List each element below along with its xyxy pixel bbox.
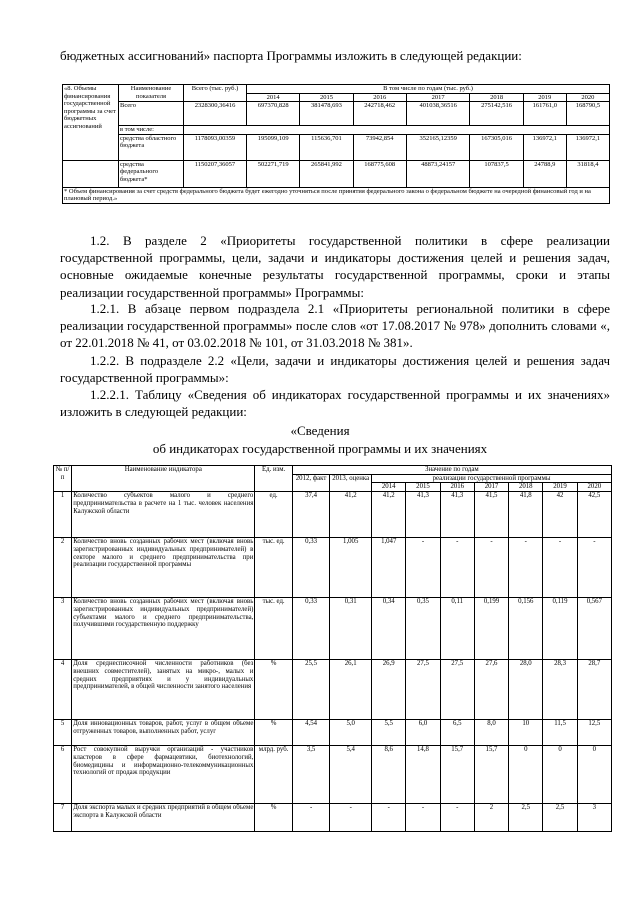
ind-cell: 0 <box>543 746 577 804</box>
finance-year-header: 2014 <box>247 93 300 102</box>
finance-cell: 115636,701 <box>300 134 353 160</box>
ind-cell: - <box>509 538 543 598</box>
ind-cell: - <box>577 538 611 598</box>
ind-cell-2012: 25,5 <box>292 660 329 720</box>
paragraph-1-2-2: 1.2.2. В подразделе 2.2 «Цели, задачи и индикаторы достижения целей и решения задач государственной программы»: <box>60 353 610 386</box>
ind-cell-2012: 3,5 <box>292 746 329 804</box>
finance-col-name: Наименование показателя <box>119 85 184 102</box>
ind-cell: 27,5 <box>440 660 474 720</box>
indicators-table <box>53 465 612 832</box>
ind-cell: 28,0 <box>509 660 543 720</box>
ind-cell: 0,11 <box>440 598 474 660</box>
finance-col-total: Всего (тыс. руб.) <box>184 85 247 102</box>
ind-row-unit: % <box>255 720 292 746</box>
ind-cell: 0 <box>509 746 543 804</box>
ind-cell: 27,5 <box>406 660 440 720</box>
finance-year-header: 2020 <box>566 93 609 102</box>
finance-year-header: 2017 <box>406 93 470 102</box>
ind-year-header: 2017 <box>474 483 508 492</box>
ind-col-unit: Ед. изм. <box>255 466 292 492</box>
ind-cell: - <box>440 804 474 832</box>
ind-cell: - <box>543 538 577 598</box>
table-row <box>54 538 612 598</box>
indicators-title-line1: «Сведения <box>290 423 350 438</box>
table-row <box>54 746 612 804</box>
intro-line: бюджетных ассигнований» паспорта Программы изложить в следующей редакции: <box>60 48 522 63</box>
finance-cell: 195099,109 <box>247 134 300 160</box>
ind-row-unit: тыс. ед. <box>255 538 292 598</box>
finance-row-total-value: 2328300,36416 <box>184 102 247 126</box>
finance-row-name: в том числе: <box>119 126 184 135</box>
finance-cell: 401038,36516 <box>406 102 470 126</box>
ind-cell: 6,0 <box>406 720 440 746</box>
ind-cell: 15,7 <box>440 746 474 804</box>
finance-cell: 136972,1 <box>523 134 566 160</box>
ind-cell: 6,5 <box>440 720 474 746</box>
ind-cell-2013: - <box>330 804 372 832</box>
finance-footnote: * Объем финансирования за счет средств федерального бюджета будет ежегодно уточняться после принятия федерального закона о федеральном бюджете на очередной финансовый год и на плановый период.» <box>63 187 610 203</box>
ind-cell: - <box>372 804 406 832</box>
ind-row-num: 3 <box>54 598 72 660</box>
table-row <box>54 804 612 832</box>
table-row <box>54 598 612 660</box>
ind-cell: 41,3 <box>406 492 440 538</box>
ind-cell: 41,2 <box>372 492 406 538</box>
ind-cell-2013: 1,005 <box>330 538 372 598</box>
ind-row-unit: тыс. ед. <box>255 598 292 660</box>
finance-cell: 48873,24157 <box>406 160 470 187</box>
ind-cell: 0,156 <box>509 598 543 660</box>
table-row <box>54 660 612 720</box>
ind-cell-2013: 5,0 <box>330 720 372 746</box>
ind-year-header: 2014 <box>372 483 406 492</box>
ind-row-name: Количество вновь созданных рабочих мест (включая вновь зарегистрированных индивидуальных предпринимателей) субъектами малого и среднего предпринимательства, получившими государственную поддержку <box>72 598 255 660</box>
finance-cell: 167305,016 <box>470 134 523 160</box>
ind-cell-2012: - <box>292 804 329 832</box>
finance-cell: 381478,693 <box>300 102 353 126</box>
table-row <box>54 492 612 538</box>
ind-cell: 5,5 <box>372 720 406 746</box>
ind-cell: 41,3 <box>440 492 474 538</box>
ind-year-header: 2019 <box>543 483 577 492</box>
finance-cell: 161761,0 <box>523 102 566 126</box>
paragraph-1-2-1: 1.2.1. В абзаце первом подраздела 2.1 «Приоритеты региональной политики в сфере реализации государственной программы» после слов «от 17.08.2017 № 978» дополнить словами «, от 22.01.2018 № 41, от 03.02.2018 № 101, от 31.03.2018 № 381». <box>60 301 610 351</box>
ind-cell-2013: 26,1 <box>330 660 372 720</box>
ind-cell: - <box>440 538 474 598</box>
ind-row-name: Количество субъектов малого и среднего предпринимательства в расчете на 1 тыс. человек населения Калужской области <box>72 492 255 538</box>
ind-cell: - <box>474 538 508 598</box>
finance-year-header: 2016 <box>353 93 406 102</box>
finance-cell: 73942,854 <box>353 134 406 160</box>
ind-year-header: 2016 <box>440 483 474 492</box>
finance-empty <box>184 126 610 135</box>
ind-col-2012: 2012, факт <box>292 474 329 491</box>
finance-cell: 107837,5 <box>470 160 523 187</box>
ind-row-name: Количество вновь созданных рабочих мест (включая вновь зарегистрированных индивидуальных предпринимателей) в секторе малого и среднего предпринимательства при реализации государственной программы <box>72 538 255 598</box>
ind-cell: 27,6 <box>474 660 508 720</box>
finance-cell: 168775,608 <box>353 160 406 187</box>
ind-cell: 12,5 <box>577 720 611 746</box>
ind-cell: 14,8 <box>406 746 440 804</box>
ind-cell-2012: 0,33 <box>292 598 329 660</box>
ind-cell: - <box>406 538 440 598</box>
ind-cell: 3 <box>577 804 611 832</box>
ind-col-num: № п/п <box>54 466 72 492</box>
finance-row-name: средства областного бюджета <box>119 134 184 160</box>
ind-cell-2012: 0,33 <box>292 538 329 598</box>
ind-cell-2013: 5,4 <box>330 746 372 804</box>
paragraph-1-2-2-1: 1.2.2.1. Таблицу «Сведения об индикаторах государственной программы и их значениях» изложить в следующей редакции: <box>60 387 610 420</box>
ind-cell: 0,35 <box>406 598 440 660</box>
ind-cell: 8,0 <box>474 720 508 746</box>
finance-cell: 168790,5 <box>566 102 609 126</box>
ind-cell-2013: 41,2 <box>330 492 372 538</box>
ind-cell: 28,7 <box>577 660 611 720</box>
ind-row-unit: % <box>255 804 292 832</box>
ind-row-num: 7 <box>54 804 72 832</box>
ind-year-header: 2018 <box>509 483 543 492</box>
ind-row-unit: млрд. руб. <box>255 746 292 804</box>
finance-years-header: В том числе по годам (тыс. руб.) <box>247 85 610 94</box>
ind-cell: 0,567 <box>577 598 611 660</box>
finance-year-header: 2015 <box>300 93 353 102</box>
paragraph-1-2: 1.2. В разделе 2 «Приоритеты государственной политики в сфере реализации государственной программы, цели, задачи и индикаторы достижения целей и решения задач, основные ожидаемые конечные результаты государственной программы, сроки и этапы реализации государственной программы» Программы: <box>60 233 610 300</box>
finance-row-regional <box>63 134 610 160</box>
ind-cell: 0 <box>577 746 611 804</box>
ind-cell: 1,047 <box>372 538 406 598</box>
ind-col-name: Наименование индикатора <box>72 466 255 492</box>
ind-year-header: 2015 <box>406 483 440 492</box>
finance-row-federal-name: средства федерального бюджета* <box>119 160 184 187</box>
finance-row-name: Всего <box>119 102 184 126</box>
finance-cell: 265841,992 <box>300 160 353 187</box>
ind-cell: 2 <box>474 804 508 832</box>
ind-cell: 15,7 <box>474 746 508 804</box>
finance-table <box>62 84 610 204</box>
ind-cell: 11,5 <box>543 720 577 746</box>
ind-row-num: 2 <box>54 538 72 598</box>
finance-cell: 352165,12359 <box>406 134 470 160</box>
ind-cell: 0,34 <box>372 598 406 660</box>
ind-row-unit: ед. <box>255 492 292 538</box>
finance-row-federal-total: 1150207,36057 <box>184 160 247 187</box>
ind-values-header: Значение по годам <box>292 466 611 475</box>
ind-cell: 0,199 <box>474 598 508 660</box>
ind-year-header: 2020 <box>577 483 611 492</box>
ind-cell: 2,5 <box>509 804 543 832</box>
finance-cell: 502271,719 <box>247 160 300 187</box>
finance-row-incl <box>63 126 610 135</box>
ind-cell: 42 <box>543 492 577 538</box>
ind-row-num: 5 <box>54 720 72 746</box>
ind-cell: 41,8 <box>509 492 543 538</box>
ind-row-num: 1 <box>54 492 72 538</box>
ind-row-num: 6 <box>54 746 72 804</box>
finance-year-header: 2018 <box>470 93 523 102</box>
finance-cell: 275142,516 <box>470 102 523 126</box>
indicators-title-line2: об индикаторах государственной программы и их значениях <box>152 441 488 456</box>
ind-cell: 41,5 <box>474 492 508 538</box>
ind-cell: - <box>406 804 440 832</box>
ind-cell: 10 <box>509 720 543 746</box>
ind-row-name: Рост совокупной выручки организаций - участников кластеров в сфере фармацевтики, биотехнологий, биомедицины и информационно-телекоммуникационных технологий от продаж продукции <box>72 746 255 804</box>
table-row <box>54 720 612 746</box>
ind-col-2013: 2013, оценка <box>330 474 372 491</box>
finance-cell: 697370,828 <box>247 102 300 126</box>
finance-cell: 31818,4 <box>566 160 609 187</box>
finance-year-header: 2019 <box>523 93 566 102</box>
finance-cell: 242718,462 <box>353 102 406 126</box>
ind-cell: 8,6 <box>372 746 406 804</box>
ind-cell-2012: 4,54 <box>292 720 329 746</box>
ind-row-name: Доля среднесписочной численности работников (без внешних совместителей), занятых на микро-, малых и средних предприятиях и у индивидуальных предпринимателей, в общей численности занятого населения <box>72 660 255 720</box>
ind-cell: 42,5 <box>577 492 611 538</box>
finance-cell: 24788,9 <box>523 160 566 187</box>
ind-cell-2012: 37,4 <box>292 492 329 538</box>
ind-cell: 0,119 <box>543 598 577 660</box>
finance-cell: 136972,1 <box>566 134 609 160</box>
ind-row-name: Доля экспорта малых и средних предприятий в общем объеме экспорта в Калужской области <box>72 804 255 832</box>
ind-cell-2013: 0,31 <box>330 598 372 660</box>
ind-row-num: 4 <box>54 660 72 720</box>
finance-row-total-value: 1178093,00359 <box>184 134 247 160</box>
ind-realization-header: реализации государственной программы <box>372 474 612 483</box>
ind-row-name: Доля инновационных товаров, работ, услуг в общем объеме отгруженных товаров, выполненных работ, услуг <box>72 720 255 746</box>
ind-cell: 2,5 <box>543 804 577 832</box>
finance-row-total <box>63 102 610 126</box>
ind-row-unit: % <box>255 660 292 720</box>
ind-cell: 26,9 <box>372 660 406 720</box>
finance-label-cell: «8. Объемы финансирования государственной программы за счет бюджетных ассигнований <box>63 85 119 161</box>
ind-cell: 28,3 <box>543 660 577 720</box>
